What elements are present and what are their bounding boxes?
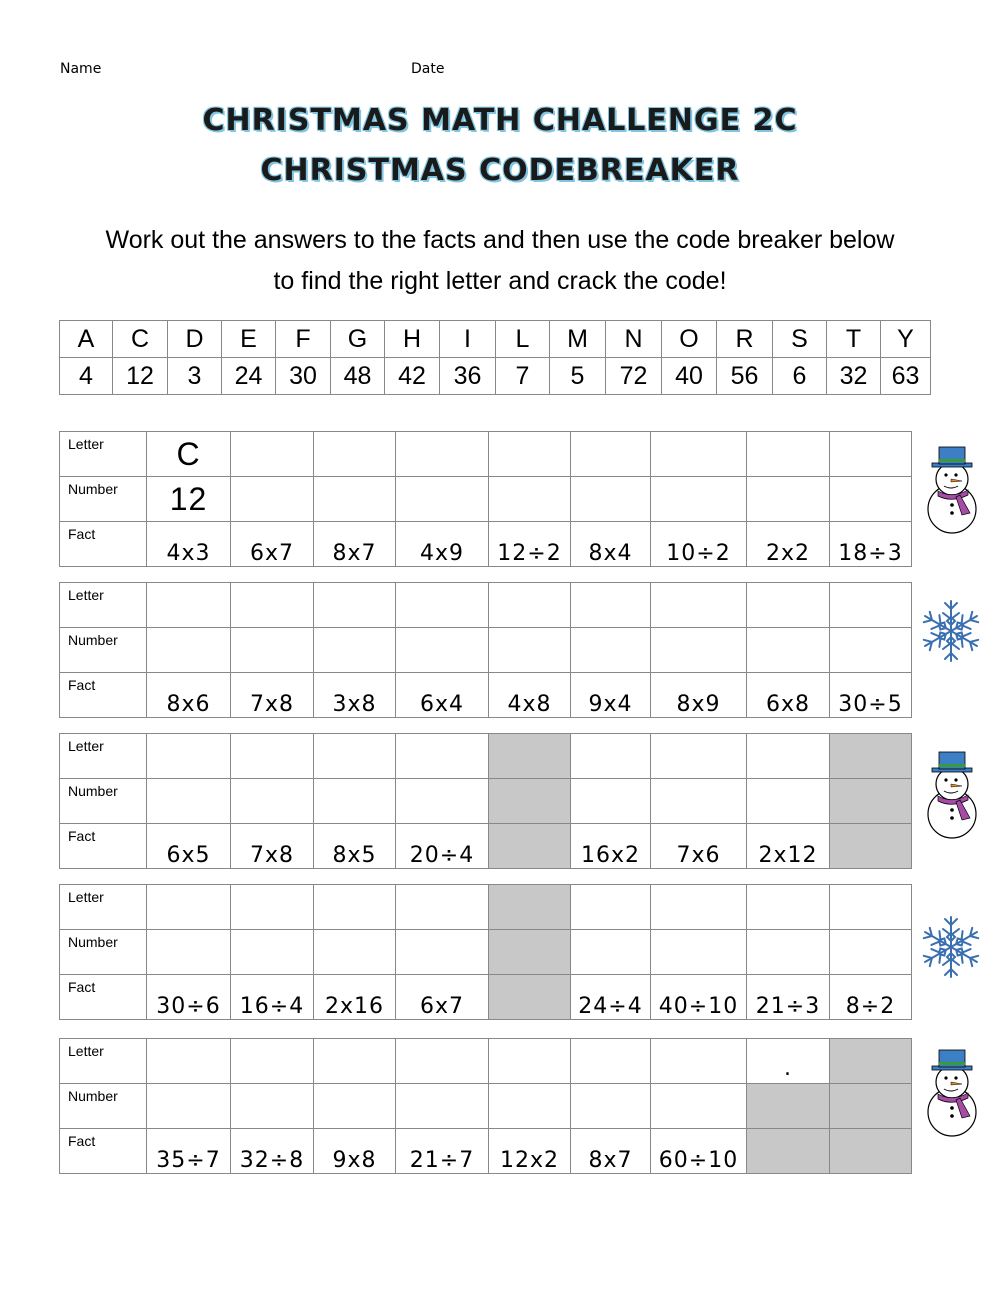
code-key-letter: N (606, 321, 662, 358)
fact-cell: 9x4 (571, 673, 651, 718)
letter-answer-cell[interactable] (314, 1039, 396, 1084)
code-key-number: 48 (331, 358, 385, 395)
number-answer-cell[interactable] (396, 779, 489, 824)
number-answer-cell[interactable] (489, 628, 571, 673)
letter-answer-cell[interactable] (651, 583, 747, 628)
letter-answer-cell[interactable] (231, 432, 314, 477)
letter-answer-cell[interactable] (396, 734, 489, 779)
letter-answer-cell[interactable] (747, 432, 830, 477)
letter-answer-cell[interactable] (231, 1039, 314, 1084)
letter-row (60, 432, 912, 477)
letter-answer-cell[interactable] (147, 734, 231, 779)
code-key-numbers-row (60, 358, 931, 395)
letter-row-label: Letter (60, 583, 147, 628)
shaded-cell (489, 734, 571, 779)
fact-cell: 6x8 (747, 673, 830, 718)
number-answer-cell[interactable] (651, 628, 747, 673)
code-key-number: 5 (550, 358, 606, 395)
letter-answer-cell[interactable] (147, 1039, 231, 1084)
number-answer-cell[interactable] (489, 477, 571, 522)
number-answer-cell[interactable] (651, 779, 747, 824)
number-answer-cell[interactable] (830, 477, 912, 522)
fact-cell: 24÷4 (571, 975, 651, 1020)
code-key-letter: S (773, 321, 827, 358)
code-key-letter: O (662, 321, 717, 358)
number-answer-cell[interactable] (147, 1084, 231, 1129)
fact-cell: 6x5 (147, 824, 231, 869)
fact-cell: 2x16 (314, 975, 396, 1020)
code-key-letter: D (168, 321, 222, 358)
fact-cell: 8x7 (314, 522, 396, 567)
shaded-cell (747, 1084, 830, 1129)
number-answer-cell[interactable] (396, 477, 489, 522)
number-answer-cell[interactable] (571, 779, 651, 824)
number-answer-cell[interactable] (571, 628, 651, 673)
code-key-number: 6 (773, 358, 827, 395)
letter-answer-cell[interactable] (314, 432, 396, 477)
fact-cell: 7x6 (651, 824, 747, 869)
fact-cell: 8x7 (571, 1129, 651, 1174)
number-answer-cell[interactable] (396, 930, 489, 975)
number-row-label: Number (60, 930, 147, 975)
code-key-letter: M (550, 321, 606, 358)
shaded-cell (830, 734, 912, 779)
number-answer-cell[interactable] (489, 1084, 571, 1129)
code-key-letter: G (331, 321, 385, 358)
letter-answer-cell[interactable] (747, 583, 830, 628)
letter-row (60, 734, 912, 779)
code-key-number: 12 (113, 358, 168, 395)
number-answer-cell[interactable] (830, 930, 912, 975)
code-key-number: 40 (662, 358, 717, 395)
puzzle-table-2 (59, 582, 912, 718)
fact-cell: 32÷8 (231, 1129, 314, 1174)
letter-row (60, 885, 912, 930)
number-row (60, 628, 912, 673)
fact-cell: 6x7 (396, 975, 489, 1020)
fact-cell: 60÷10 (651, 1129, 747, 1174)
fact-cell: 18÷3 (830, 522, 912, 567)
letter-answer-cell[interactable] (231, 734, 314, 779)
letter-answer-cell[interactable] (651, 432, 747, 477)
fact-cell: 2x2 (747, 522, 830, 567)
number-answer-cell[interactable] (314, 779, 396, 824)
fact-row-label: Fact (60, 673, 147, 718)
fact-cell: 35÷7 (147, 1129, 231, 1174)
code-key-number: 7 (496, 358, 550, 395)
letter-answer-cell[interactable] (830, 432, 912, 477)
shaded-cell (830, 779, 912, 824)
letter-answer-cell[interactable] (571, 734, 651, 779)
code-key-table (59, 320, 931, 395)
code-key-letter: E (222, 321, 276, 358)
letter-row-label: Letter (60, 885, 147, 930)
letter-row (60, 1039, 912, 1084)
number-answer-cell[interactable] (651, 1084, 747, 1129)
date-label: Date (411, 61, 445, 77)
snowman-icon (924, 750, 984, 846)
code-key-number: 24 (222, 358, 276, 395)
number-answer-cell[interactable] (396, 1084, 489, 1129)
fact-cell: 4x3 (147, 522, 231, 567)
fact-cell: 8x9 (651, 673, 747, 718)
shaded-cell (830, 1084, 912, 1129)
fact-cell: 8x6 (147, 673, 231, 718)
fact-cell: 4x8 (489, 673, 571, 718)
letter-answer-cell[interactable] (314, 734, 396, 779)
fact-cell: 2x12 (747, 824, 830, 869)
number-answer-cell[interactable] (231, 930, 314, 975)
fact-row-label: Fact (60, 824, 147, 869)
number-row (60, 477, 912, 522)
number-row-label: Number (60, 477, 147, 522)
number-answer-cell[interactable] (231, 1084, 314, 1129)
letter-answer-cell[interactable] (489, 1039, 571, 1084)
number-answer-cell[interactable] (147, 628, 231, 673)
code-key-letter: H (385, 321, 440, 358)
letter-answer-cell[interactable] (830, 885, 912, 930)
fact-cell: 21÷7 (396, 1129, 489, 1174)
worksheet-title: CHRISTMAS MATH CHALLENGE 2C (202, 103, 798, 138)
number-answer-cell[interactable] (571, 930, 651, 975)
snowflake-icon (916, 598, 986, 668)
letter-answer-cell[interactable] (314, 583, 396, 628)
number-answer-cell[interactable] (396, 628, 489, 673)
letter-answer-cell[interactable] (747, 1039, 830, 1084)
letter-answer-cell[interactable] (396, 885, 489, 930)
fact-cell: 12÷2 (489, 522, 571, 567)
number-answer-cell[interactable] (747, 477, 830, 522)
fact-cell: 40÷10 (651, 975, 747, 1020)
shaded-cell (830, 1129, 912, 1174)
letter-answer-cell[interactable] (147, 885, 231, 930)
number-answer-cell[interactable] (314, 1084, 396, 1129)
fact-cell: 6x7 (231, 522, 314, 567)
code-key-number: 32 (827, 358, 881, 395)
snowflake-icon (916, 914, 986, 984)
code-key-letter: Y (881, 321, 931, 358)
number-answer-cell[interactable] (830, 628, 912, 673)
fact-row (60, 975, 912, 1020)
fact-cell: 4x9 (396, 522, 489, 567)
snowman-icon (924, 1048, 984, 1144)
number-answer-cell[interactable] (314, 628, 396, 673)
shaded-cell (489, 779, 571, 824)
letter-answer-cell[interactable] (571, 583, 651, 628)
number-answer-cell[interactable] (231, 779, 314, 824)
letter-answer-cell[interactable] (489, 583, 571, 628)
fact-cell: 21÷3 (747, 975, 830, 1020)
code-key-number: 63 (881, 358, 931, 395)
letter-answer-cell[interactable] (651, 1039, 747, 1084)
letter-row-label: Letter (60, 734, 147, 779)
code-key-letter: T (827, 321, 881, 358)
letter-answer-cell[interactable] (396, 1039, 489, 1084)
fact-cell: 6x4 (396, 673, 489, 718)
number-answer-cell[interactable] (231, 477, 314, 522)
fact-row (60, 522, 912, 567)
code-key-number: 42 (385, 358, 440, 395)
letter-row-label: Letter (60, 1039, 147, 1084)
code-key-letter: I (440, 321, 496, 358)
fact-cell: 16x2 (571, 824, 651, 869)
code-key-number: 72 (606, 358, 662, 395)
code-key-letters-row (60, 321, 931, 358)
number-answer-cell[interactable] (314, 477, 396, 522)
instruction-line-1: Work out the answers to the facts and then use the code breaker below (105, 226, 895, 254)
puzzle-table-1 (59, 431, 912, 567)
number-answer-cell[interactable]: 12 (147, 477, 231, 522)
fact-cell: 8÷2 (830, 975, 912, 1020)
code-key-letter: L (496, 321, 550, 358)
shaded-cell (830, 824, 912, 869)
fact-cell: 30÷5 (830, 673, 912, 718)
letter-answer-cell[interactable] (571, 885, 651, 930)
fact-cell: 7x8 (231, 824, 314, 869)
letter-row (60, 583, 912, 628)
number-answer-cell[interactable] (231, 628, 314, 673)
shaded-cell (489, 975, 571, 1020)
fact-row-label: Fact (60, 1129, 147, 1174)
number-row (60, 779, 912, 824)
fact-cell: 10÷2 (651, 522, 747, 567)
number-answer-cell[interactable] (651, 477, 747, 522)
number-row-label: Number (60, 779, 147, 824)
puzzle-table-5 (59, 1038, 912, 1174)
letter-answer-cell[interactable] (489, 432, 571, 477)
letter-answer-cell[interactable] (396, 432, 489, 477)
fact-cell: 9x8 (314, 1129, 396, 1174)
number-answer-cell[interactable] (747, 779, 830, 824)
letter-answer-cell[interactable] (231, 583, 314, 628)
fact-cell: 12x2 (489, 1129, 571, 1174)
code-key-letter: A (60, 321, 113, 358)
number-answer-cell[interactable] (147, 930, 231, 975)
fact-cell: 20÷4 (396, 824, 489, 869)
number-answer-cell[interactable] (747, 930, 830, 975)
fact-row-label: Fact (60, 975, 147, 1020)
number-answer-cell[interactable] (314, 930, 396, 975)
fact-cell: 30÷6 (147, 975, 231, 1020)
number-answer-cell[interactable] (571, 1084, 651, 1129)
letter-answer-cell[interactable] (571, 432, 651, 477)
letter-answer-cell[interactable] (147, 583, 231, 628)
shaded-cell (489, 824, 571, 869)
code-key-number: 30 (276, 358, 331, 395)
fact-row (60, 673, 912, 718)
letter-answer-cell[interactable] (231, 885, 314, 930)
shaded-cell (747, 1129, 830, 1174)
number-row-label: Number (60, 1084, 147, 1129)
puzzle-table-4 (59, 884, 912, 1020)
fact-cell: 8x5 (314, 824, 396, 869)
snowman-icon (924, 445, 984, 541)
number-row (60, 1084, 912, 1129)
number-answer-cell[interactable] (651, 930, 747, 975)
shaded-cell (489, 930, 571, 975)
name-label: Name (60, 61, 102, 77)
letter-answer-cell[interactable] (396, 583, 489, 628)
fact-cell: 8x4 (571, 522, 651, 567)
code-key-number: 3 (168, 358, 222, 395)
letter-answer-cell[interactable] (314, 885, 396, 930)
fact-cell: 7x8 (231, 673, 314, 718)
fact-cell: 16÷4 (231, 975, 314, 1020)
code-key-number: 56 (717, 358, 773, 395)
code-key-letter: R (717, 321, 773, 358)
fact-cell: 3x8 (314, 673, 396, 718)
period-mark: . (784, 1056, 792, 1081)
instruction-line-2: to find the right letter and crack the code! (273, 267, 727, 295)
code-key-number: 36 (440, 358, 496, 395)
number-answer-cell[interactable] (747, 628, 830, 673)
number-row-label: Number (60, 628, 147, 673)
code-key-number: 4 (60, 358, 113, 395)
puzzle-table-3 (59, 733, 912, 869)
letter-answer-cell[interactable] (651, 734, 747, 779)
letter-answer-cell[interactable] (571, 1039, 651, 1084)
number-answer-cell[interactable] (571, 477, 651, 522)
letter-answer-cell[interactable] (830, 583, 912, 628)
letter-answer-cell[interactable] (747, 885, 830, 930)
letter-answer-cell[interactable] (651, 885, 747, 930)
letter-answer-cell[interactable] (747, 734, 830, 779)
worksheet-subtitle: CHRISTMAS CODEBREAKER (260, 153, 740, 188)
letter-answer-cell[interactable]: C (147, 432, 231, 477)
letter-row-label: Letter (60, 432, 147, 477)
shaded-cell (830, 1039, 912, 1084)
number-row (60, 930, 912, 975)
code-key-letter: F (276, 321, 331, 358)
fact-row (60, 824, 912, 869)
shaded-cell (489, 885, 571, 930)
fact-row (60, 1129, 912, 1174)
code-key-letter: C (113, 321, 168, 358)
number-answer-cell[interactable] (147, 779, 231, 824)
fact-row-label: Fact (60, 522, 147, 567)
